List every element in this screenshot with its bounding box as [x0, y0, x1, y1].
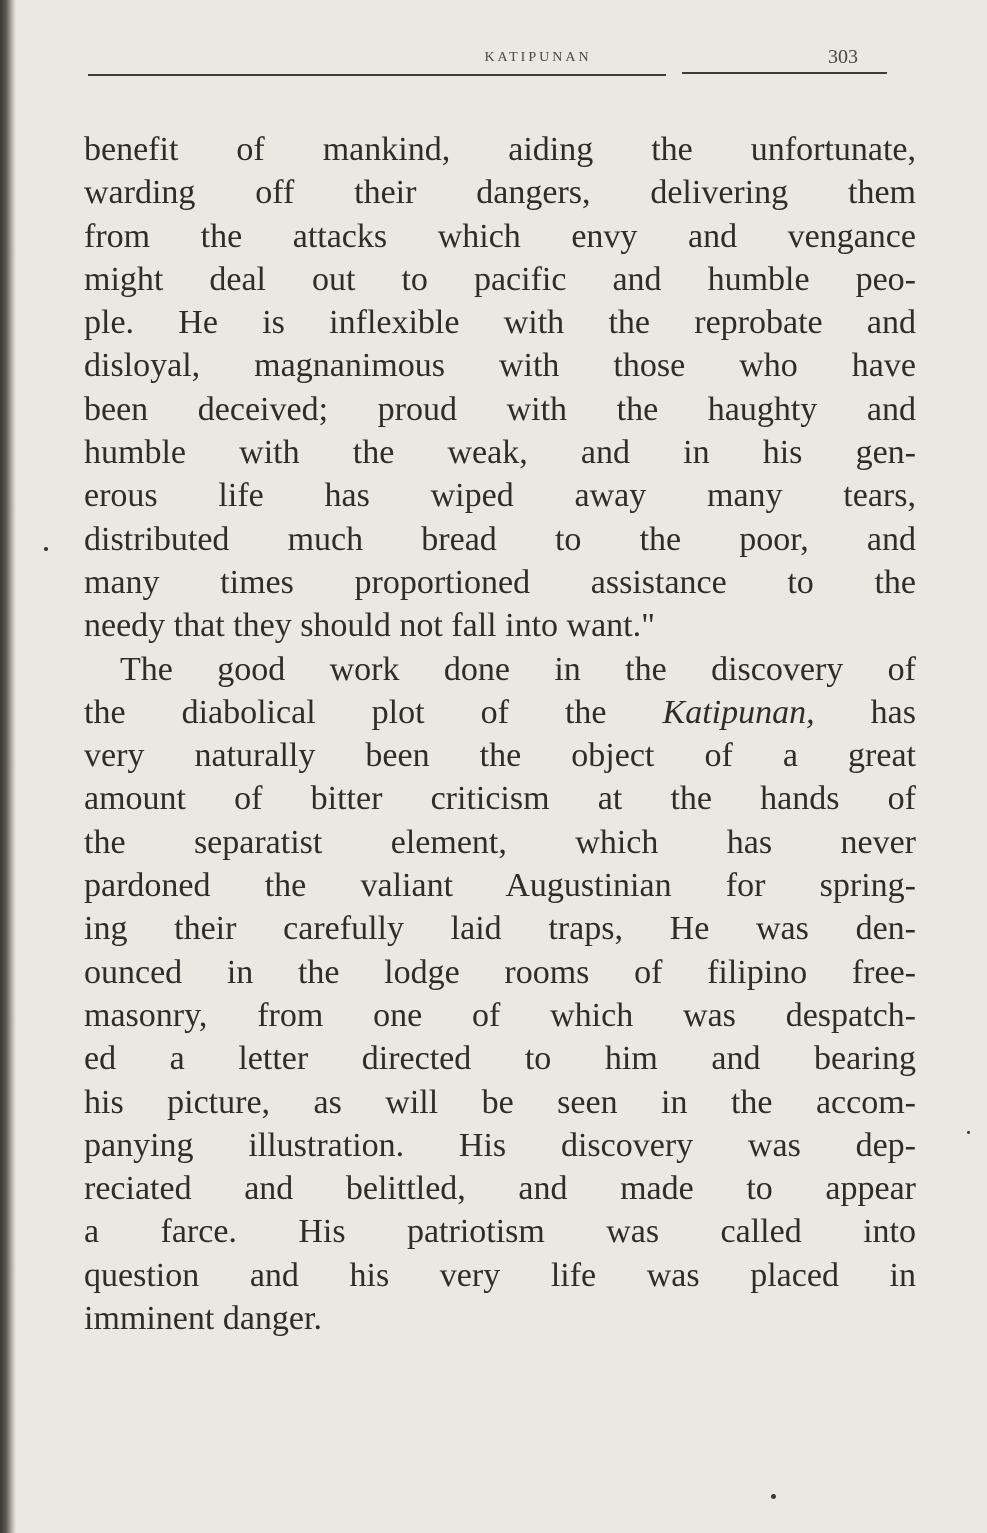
text-line: ed a letter directed to him and bearing: [84, 1040, 916, 1078]
text-line: ple. He is inflexible with the reprobate and: [84, 304, 916, 342]
text-line-with-italic: [84, 691, 916, 734]
italic-title-word: Katipunan,: [662, 693, 815, 731]
text-line: many times proportioned assistance to the: [84, 563, 916, 601]
text-line-tail: has: [814, 693, 916, 731]
text-line: his picture, as will be seen in the accom-: [84, 1083, 916, 1121]
text-line: been deceived; proud with the haughty and: [84, 390, 916, 428]
text-line: needy that they should not fall into want.": [84, 607, 655, 645]
text-line: imminent danger.: [84, 1300, 322, 1338]
text-line: warding off their dangers, delivering them: [84, 174, 916, 212]
text-line: pardoned the valiant Augustinian for spring-: [84, 867, 916, 905]
print-speck: [44, 547, 48, 551]
text-line: panying illustration. His discovery was dep-: [84, 1126, 916, 1164]
text-line-head: the diabolical plot of the: [84, 693, 663, 731]
text-line: the separatist element, which has never: [84, 823, 916, 861]
text-line: masonry, from one of which was despatch-: [84, 996, 916, 1034]
text-line: might deal out to pacific and humble peo-: [84, 260, 916, 298]
text-line: erous life has wiped away many tears,: [84, 477, 916, 515]
text-line: amount of bitter criticism at the hands of: [84, 780, 916, 818]
text-line: very naturally been the object of a great: [84, 737, 916, 775]
page-binding-edge: [0, 0, 16, 1533]
text-line: humble with the weak, and in his gen-: [84, 434, 916, 472]
text-line: a farce. His patriotism was called into: [84, 1213, 916, 1251]
text-line: distributed much bread to the poor, and: [84, 520, 916, 558]
header-rule-left: [88, 74, 666, 76]
text-line: ing their carefully laid traps, He was den-: [84, 910, 916, 948]
running-head: [88, 40, 888, 90]
text-line: question and his very life was placed in: [84, 1256, 916, 1294]
text-line: ounced in the lodge rooms of filipino free-: [84, 953, 916, 991]
text-line: from the attacks which envy and vengance: [84, 217, 916, 255]
body-text: [84, 128, 916, 1340]
text-line: benefit of mankind, aiding the unfortunate,: [84, 131, 916, 168]
print-speck: [967, 1131, 970, 1134]
running-head-title: KATIPUNAN: [484, 50, 592, 65]
print-speck: [771, 1494, 776, 1499]
text-line: reciated and belittled, and made to appear: [84, 1170, 916, 1208]
page-number: 303: [828, 46, 858, 68]
text-line: disloyal, magnanimous with those who have: [84, 347, 916, 385]
text-line: The good work done in the discovery of: [120, 650, 916, 688]
header-rule-right: [682, 72, 887, 74]
